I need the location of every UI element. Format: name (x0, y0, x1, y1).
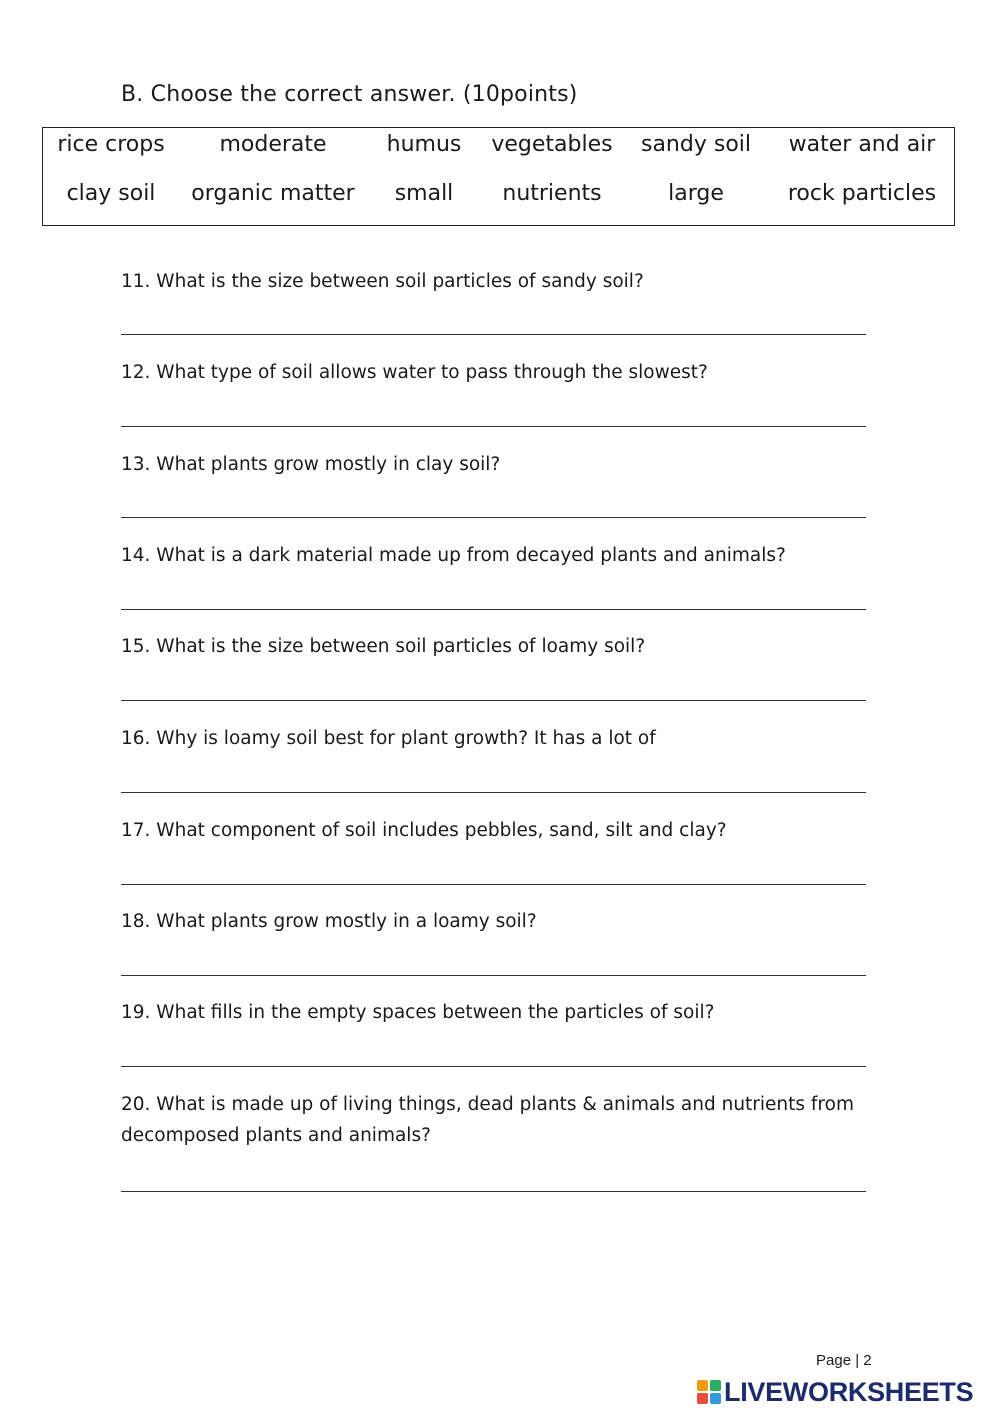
word-bank-item: moderate (219, 132, 327, 157)
word-bank-item: sandy soil (640, 132, 752, 157)
answer-line-12[interactable] (121, 426, 866, 427)
word-bank-item: water and air (788, 132, 936, 157)
answer-line-20[interactable] (121, 1191, 866, 1192)
answer-line-18[interactable] (121, 975, 866, 976)
question-18: 18. What plants grow mostly in a loamy soil? (121, 911, 537, 932)
word-bank-item: large (668, 181, 724, 206)
word-bank (42, 127, 955, 226)
word-bank-item: nutrients (502, 181, 602, 206)
answer-line-17[interactable] (121, 884, 866, 885)
word-bank-item: small (394, 181, 454, 206)
question-13: 13. What plants grow mostly in clay soil? (121, 454, 501, 475)
question-14: 14. What is a dark material made up from decayed plants and animals? (121, 545, 786, 566)
section-title: B. Choose the correct answer. (10points) (121, 82, 578, 107)
word-bank-item: humus (386, 132, 462, 157)
question-19: 19. What fills in the empty spaces between the particles of soil? (121, 1002, 715, 1023)
answer-line-11[interactable] (121, 334, 866, 335)
answer-line-14[interactable] (121, 609, 866, 610)
word-bank-item: clay soil (66, 181, 156, 206)
answer-line-19[interactable] (121, 1066, 866, 1067)
liveworksheets-logo-icon (697, 1380, 721, 1404)
question-17: 17. What component of soil includes pebbles, sand, silt and clay? (121, 820, 727, 841)
liveworksheets-logo[interactable] (697, 1377, 973, 1407)
question-16: 16. Why is loamy soil best for plant growth? It has a lot of (121, 728, 656, 749)
question-11: 11. What is the size between soil particles of sandy soil? (121, 271, 644, 292)
answer-line-15[interactable] (121, 700, 866, 701)
page-number: Page | 2 (816, 1352, 872, 1369)
question-15: 15. What is the size between soil particles of loamy soil? (121, 636, 646, 657)
question-20: 20. What is made up of living things, dead plants & animals and nutrients from decomposed plants and animals? (121, 1094, 854, 1146)
word-bank-item: organic matter (191, 181, 355, 206)
question-12: 12. What type of soil allows water to pass through the slowest? (121, 362, 708, 383)
word-bank-item: vegetables (491, 132, 613, 157)
answer-line-13[interactable] (121, 517, 866, 518)
answer-line-16[interactable] (121, 792, 866, 793)
word-bank-item: rice crops (57, 132, 165, 157)
word-bank-item: rock particles (787, 181, 937, 206)
logo-text: LIVEWORKSHEETS (724, 1376, 974, 1407)
